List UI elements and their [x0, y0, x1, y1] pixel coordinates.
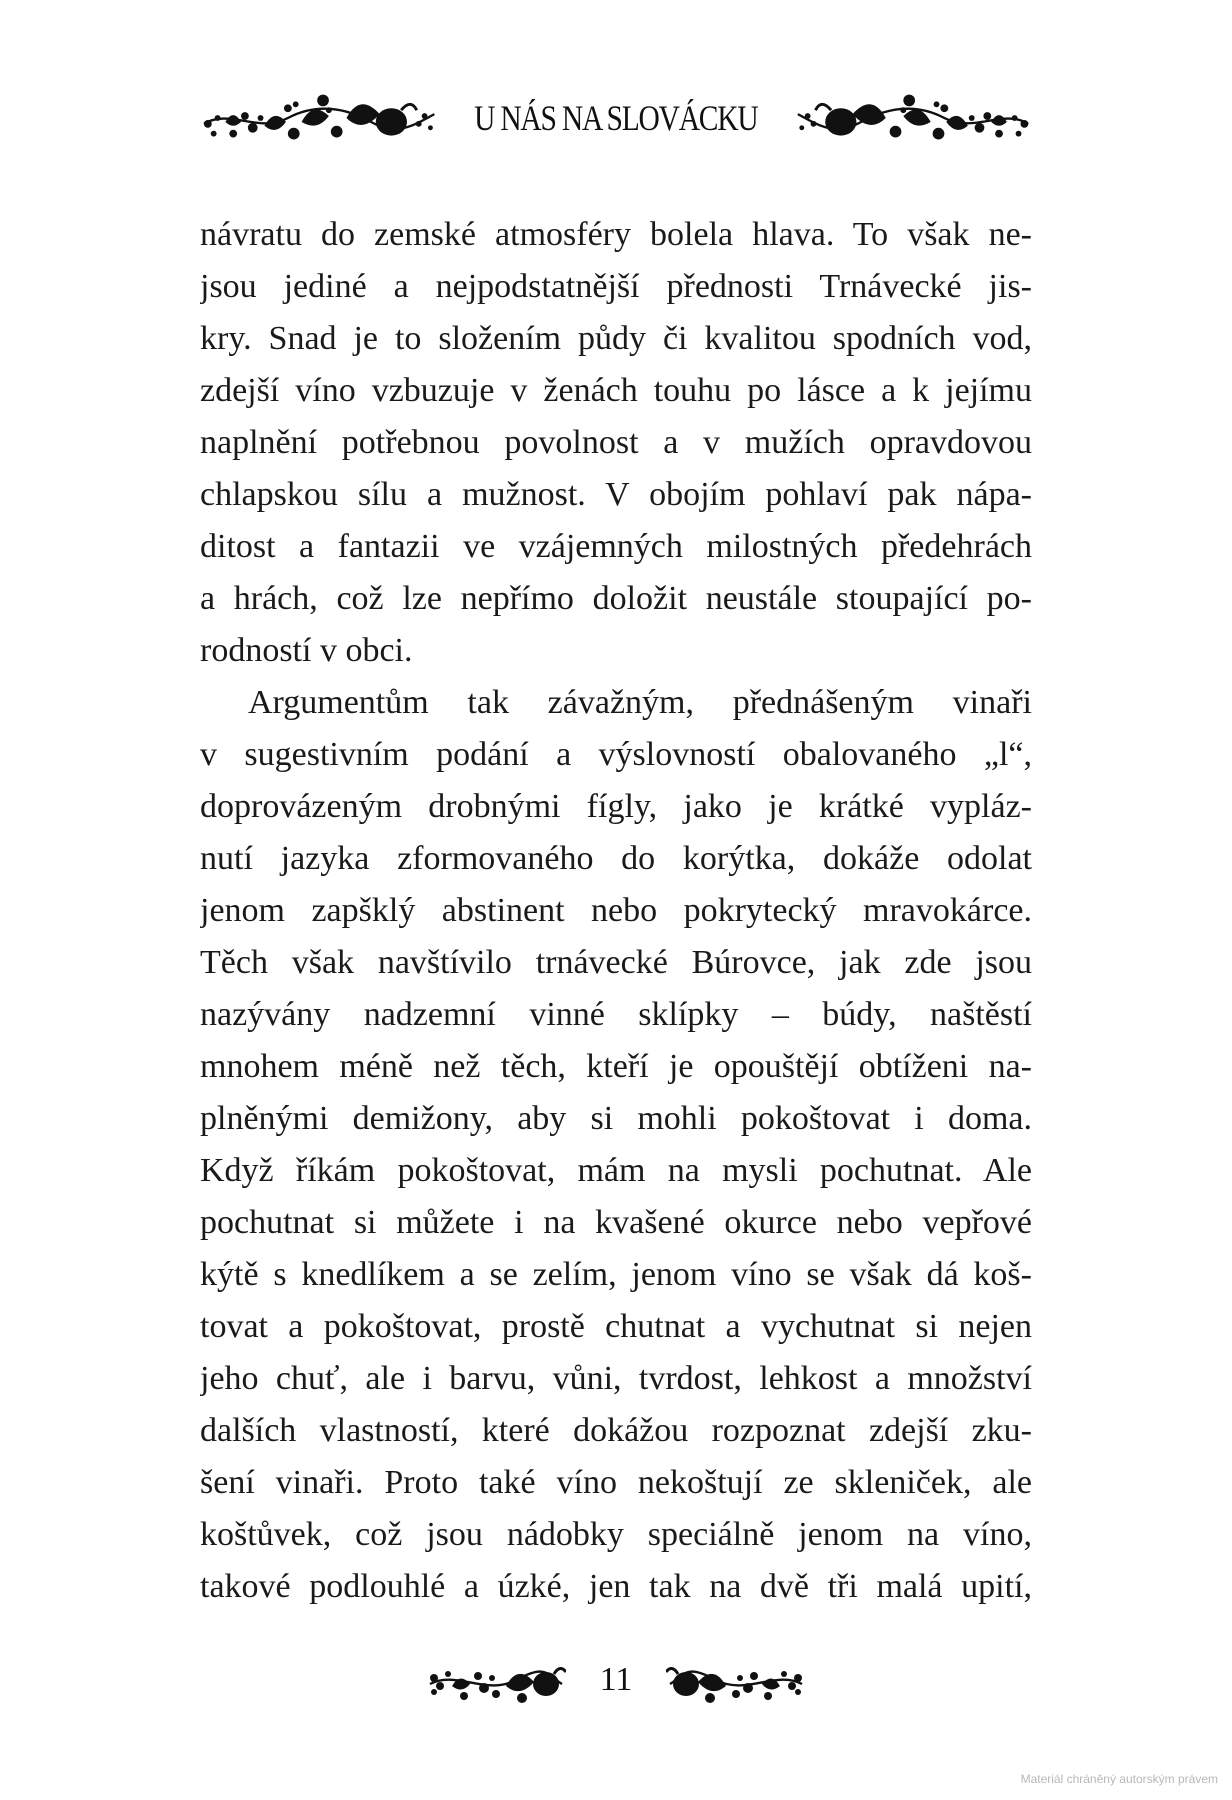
text-line: plněnými demižony, aby si mohli pokoštovat i doma. — [200, 1100, 1032, 1137]
text-line: pochutnat si můžete i na kvašené okurce nebo vepřové — [200, 1204, 1032, 1241]
text-line: zdejší víno vzbuzuje v ženách touhu po lásce a k jejímu — [200, 372, 1032, 409]
text-line: kýtě s knedlíkem a se zelím, jenom víno se však dá koš- — [200, 1256, 1032, 1293]
body-text — [200, 209, 1032, 1613]
text-line: Těch však navštívilo trnávecké Búrovce, jak zde jsou — [200, 944, 1032, 981]
text-line: jsou jediné a nejpodstatnější přednosti Trnávecké jis- — [200, 268, 1032, 305]
text-line: nazývány nadzemní vinné sklípky – búdy, naštěstí — [200, 996, 1032, 1033]
floral-flourish-icon — [793, 78, 1032, 158]
text-line: a hrách, což lze nepřímo doložit neustále stoupající po- — [200, 580, 1032, 617]
text-line: koštůvek, což jsou nádobky speciálně jenom na víno, — [200, 1516, 1032, 1553]
text-line: ditost a fantazii ve vzájemných milostných předehrách — [200, 528, 1032, 565]
paragraph — [200, 209, 1032, 677]
text-line: rodností v obci. — [200, 632, 413, 669]
text-line: návratu do zemské atmosféry bolela hlava. To však ne- — [200, 216, 1032, 253]
text-line: Když říkám pokoštovat, mám na mysli pochutnat. Ale — [200, 1152, 1032, 1189]
text-line: jenom zapšklý abstinent nebo pokrytecký mravokárce. — [200, 892, 1032, 929]
text-line: v sugestivním podání a výslovností obalovaného „l“, — [200, 736, 1032, 773]
text-line: dalších vlastností, které dokážou rozpoznat zdejší zku- — [200, 1412, 1032, 1449]
text-line: jeho chuť, ale i barvu, vůni, tvrdost, lehkost a množství — [200, 1360, 1032, 1397]
floral-flourish-icon — [200, 78, 439, 158]
text-line: kry. Snad je to složením půdy či kvalitou spodních vod, — [200, 320, 1032, 357]
paragraph — [200, 677, 1032, 1613]
copyright-watermark: Materiál chráněný autorským právem — [1020, 1772, 1218, 1786]
text-line: chlapskou sílu a mužnost. V obojím pohlaví pak nápa- — [200, 476, 1032, 513]
running-title: U NÁS NA SLOVÁCKU — [474, 98, 758, 138]
text-line: tovat a pokoštovat, prostě chutnat a vychutnat si nejen — [200, 1308, 1032, 1345]
floral-flourish-icon — [426, 1640, 566, 1720]
text-line: takové podlouhlé a úzké, jen tak na dvě tři malá upití, — [200, 1568, 1032, 1605]
text-line: nutí jazyka zformovaného do korýtka, dokáže odolat — [200, 840, 1032, 877]
running-header — [200, 78, 1032, 158]
text-line: naplnění potřebnou povolnost a v mužích opravdovou — [200, 424, 1032, 461]
text-line: mnohem méně než těch, kteří je opouštějí obtíženi na- — [200, 1048, 1032, 1085]
floral-flourish-icon — [666, 1640, 806, 1720]
page-footer — [400, 1640, 832, 1720]
text-line: šení vinaři. Proto také víno nekoštují ze skleniček, ale — [200, 1464, 1032, 1501]
text-line: doprovázeným drobnými fígly, jako je krátké vypláz- — [200, 788, 1032, 825]
text-line: Argumentům tak závažným, přednášeným vinaři — [248, 684, 1032, 721]
page-number: 11 — [599, 1661, 633, 1698]
